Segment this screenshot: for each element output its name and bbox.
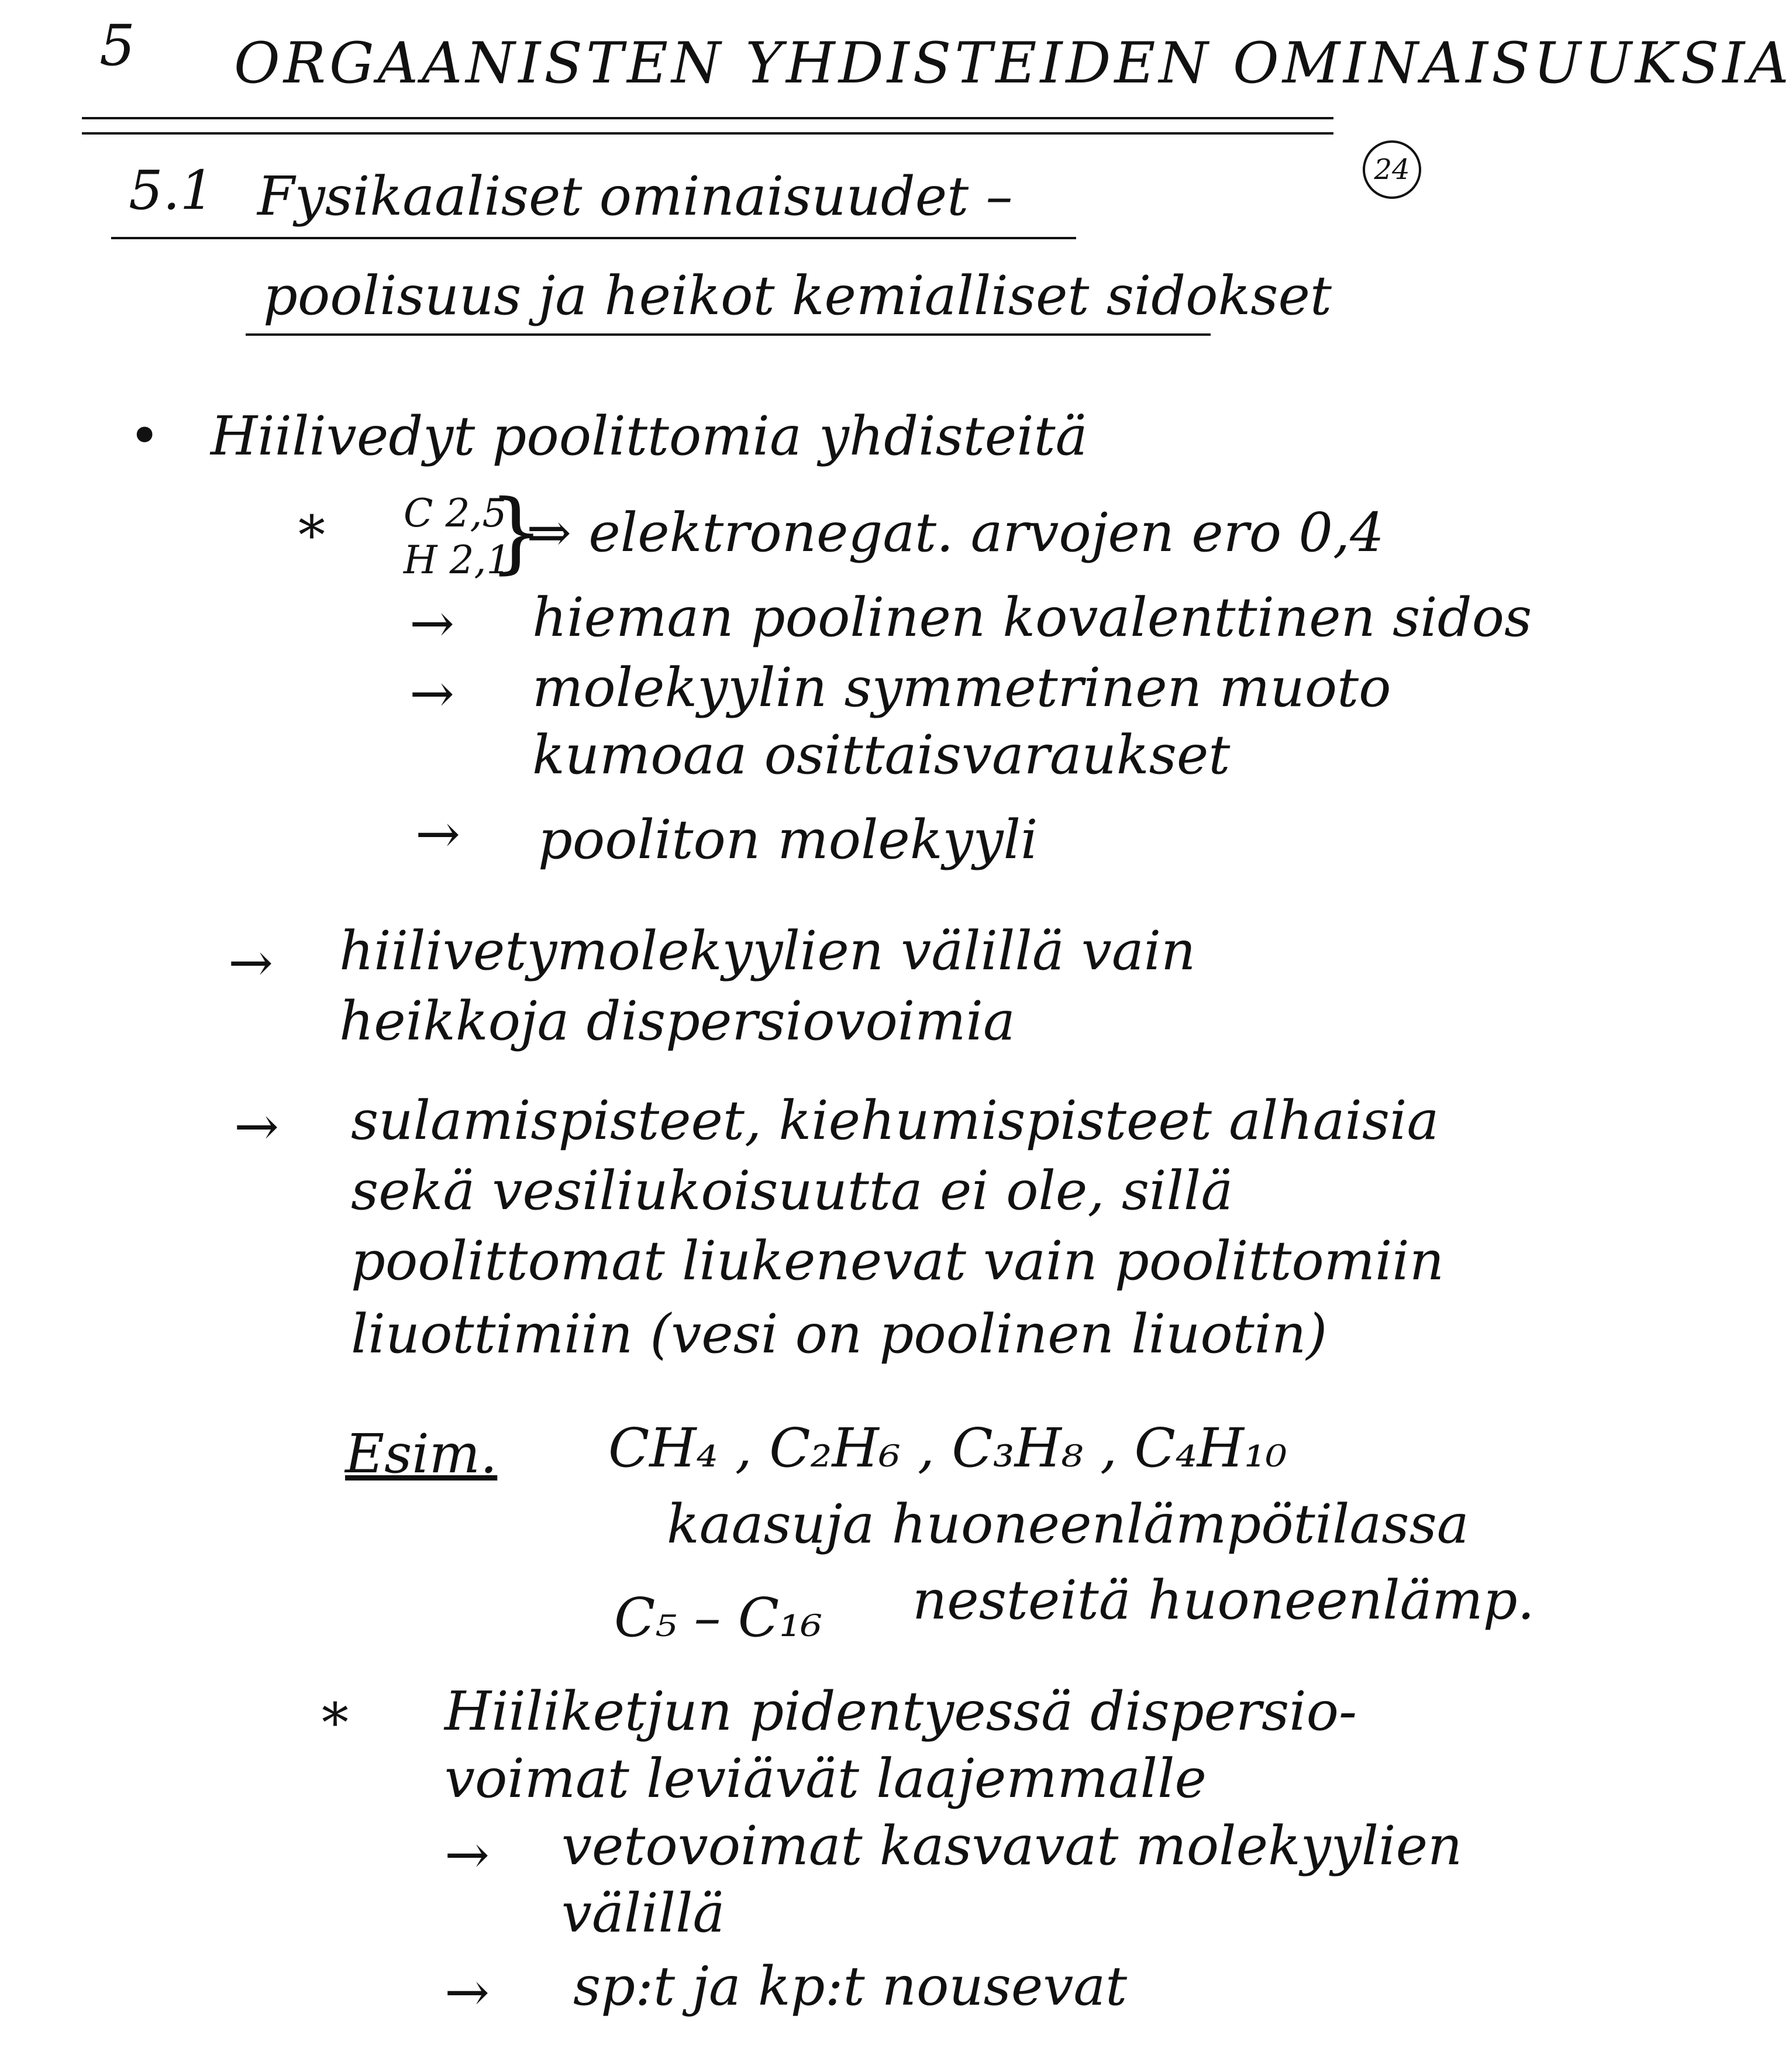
sub-point-2: molekyylin symmetrinen muoto (532, 656, 1391, 719)
sub-point-3: pooliton molekyyli (538, 808, 1038, 871)
arrow-3: → (415, 803, 461, 865)
example-label: Esim. (345, 1423, 498, 1485)
electronegativity-result: ⇒ elektronegat. arvojen ero 0,4 (526, 501, 1384, 564)
chain-point-1-line2: välillä (561, 1882, 725, 1944)
section-number: 5.1 (129, 159, 215, 222)
example-formulas: CH₄ , C₂H₆ , C₃H₈ , C₄H₁₀ (608, 1417, 1287, 1479)
chain-line2: voimat leviävät laajemmalle (444, 1747, 1207, 1810)
example-range-note: nesteitä huoneenlämp. (912, 1569, 1535, 1631)
star-marker-1: * (298, 504, 325, 567)
arrow-5: → (234, 1095, 280, 1158)
chapter-title: ORGAANISTEN YHDISTEIDEN OMINAISUUKSIA (234, 30, 1792, 96)
section-title-line1: Fysikaaliset ominaisuudet – (257, 165, 1013, 228)
arrow-7: → (444, 1961, 490, 2023)
chain-point-1-line1: vetovoimat kasvavat molekyylien (561, 1815, 1463, 1877)
hydrogen-value: H 2,1 (404, 538, 511, 583)
carbon-value: C 2,5 (404, 491, 507, 536)
arrow-1: → (409, 592, 455, 655)
arrow-2: → (409, 662, 455, 725)
arrow-6: → (444, 1823, 490, 1886)
page-number: 24 (1363, 140, 1421, 199)
conclusion-2-line4: liuottimiin (vesi on poolinen liuotin) (351, 1303, 1328, 1365)
chapter-underline-1 (82, 117, 1333, 119)
sub-point-2-cont: kumoaa osittaisvaraukset (532, 724, 1231, 786)
section-title-line2: poolisuus ja heikot kemialliset sidokset (263, 264, 1332, 327)
bullet-marker: • (129, 405, 161, 467)
conclusion-2-line1: sulamispisteet, kiehumispisteet alhaisia (351, 1089, 1439, 1152)
example-range: C₅ – C₁₆ (614, 1586, 822, 1649)
conclusion-1-line2: heikkoja dispersiovoimia (339, 990, 1015, 1052)
bullet-main-text: Hiilivedyt poolittomia yhdisteitä (211, 405, 1088, 467)
conclusion-2-line3: poolittomat liukenevat vain poolittomiin (351, 1230, 1445, 1292)
conclusion-1-line1: hiilivetymolekyylien välillä vain (339, 920, 1196, 982)
chapter-underline-2 (82, 132, 1333, 135)
conclusion-2-line2: sekä vesiliukoisuutta ei ole, sillä (351, 1159, 1233, 1222)
section-underline-2 (246, 333, 1211, 336)
section-underline-1 (111, 237, 1076, 239)
chain-line1: Hiiliketjun pidentyessä dispersio- (444, 1680, 1357, 1743)
star-marker-2: * (322, 1692, 349, 1754)
example-formulas-note: kaasuja huoneenlämpötilassa (667, 1493, 1469, 1555)
chapter-number: 5 (99, 13, 139, 78)
sub-point-1: hieman poolinen kovalenttinen sidos (532, 586, 1532, 649)
arrow-4: → (228, 931, 274, 994)
chain-point-2-line1: sp:t ja kp:t nousevat (573, 1955, 1128, 2017)
brace: } (488, 481, 545, 583)
